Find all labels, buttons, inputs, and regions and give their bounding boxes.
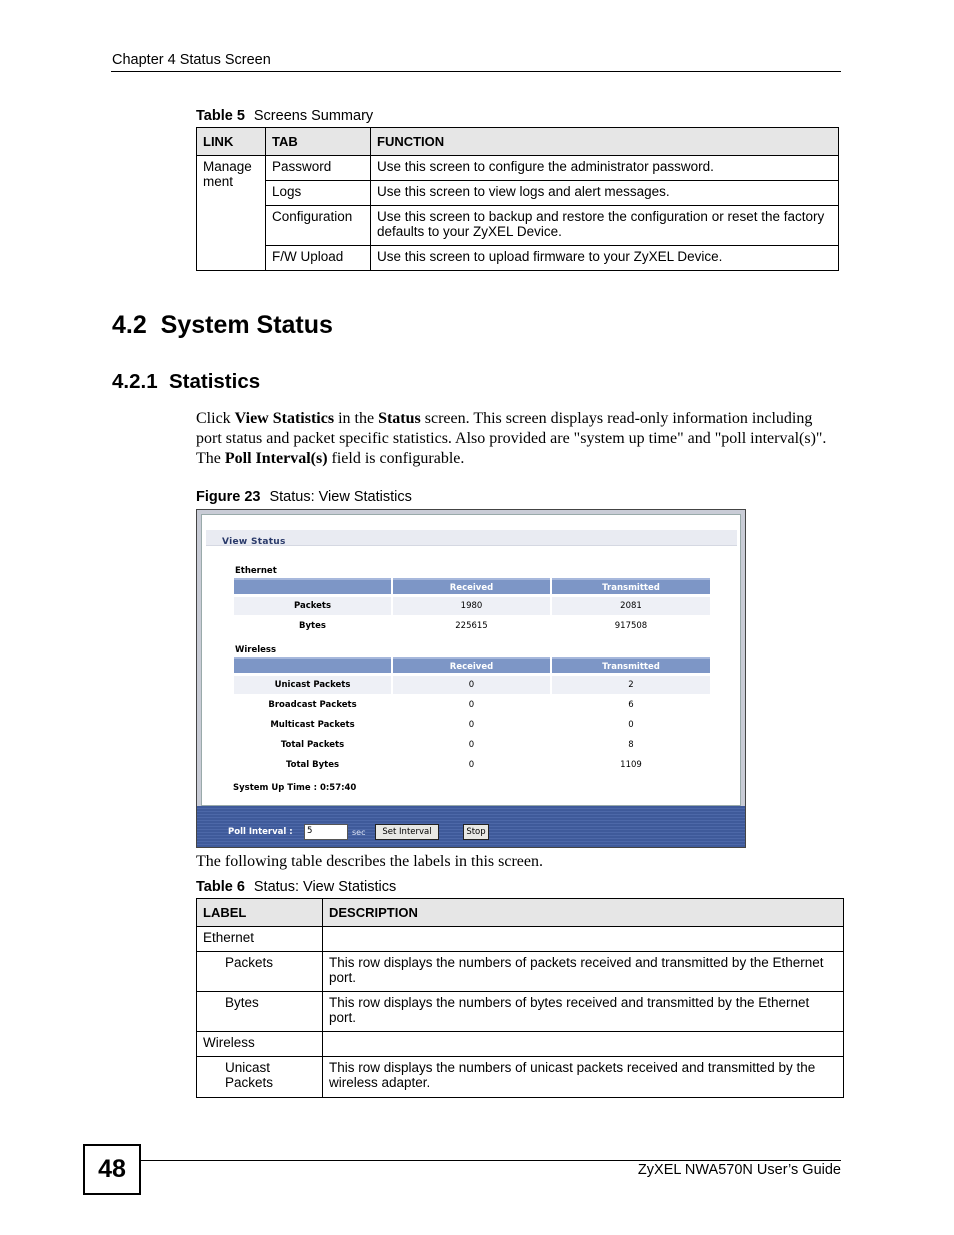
poll-interval-label: Poll Interval : [228,827,293,837]
stop-button[interactable]: Stop [463,824,489,840]
table6-row-description: This row displays the numbers of packets received and transmitted by the Ethernet port. [323,952,844,992]
figure23-caption-title: Status: View Statistics [269,489,412,505]
table6-col-label: LABEL [197,899,323,927]
footer-rule [141,1160,841,1161]
wireless-col-transmitted: Transmitted [552,657,710,673]
ethernet-row-transmitted: 2081 [552,597,710,615]
poll-interval-input[interactable]: 5 [304,824,348,840]
system-uptime: System Up Time : 0:57:40 [233,783,357,793]
table6-row-label [197,1057,323,1098]
wireless-row-transmitted: 8 [628,740,634,750]
wireless-row-label: Broadcast Packets [268,700,357,710]
wireless-row-received: 0 [393,676,550,694]
table5-col-tab: TAB [266,128,371,156]
table5-row-function: Use this screen to upload firmware to your ZyXEL Device. [371,246,839,271]
table6-row-label-text: Unicast Packets [225,1060,274,1090]
para-text: Click [196,410,235,427]
wireless-row-label: Total Bytes [285,760,340,770]
wireless-row-transmitted: 6 [628,700,634,710]
wireless-header-blank [234,657,391,673]
table5-row-tab: F/W Upload [266,246,371,271]
wireless-row-received: 0 [468,700,475,710]
figure23-caption-label: Figure 23 [196,489,261,505]
view-status-figure [196,509,746,848]
table5-row-tab: Configuration [266,206,371,246]
wireless-row-transmitted: 0 [628,720,634,730]
ethernet-row-received: 225615 [455,621,488,631]
wireless-row-label: Total Packets [280,740,345,750]
ethernet-row-label: Packets [234,597,391,615]
table6-row-label: Ethernet [197,927,323,952]
view-status-title: View Status [222,537,286,547]
table5-col-link: LINK [197,128,266,156]
table5-caption-title: Screens Summary [253,108,374,124]
table6-row-label: Wireless [197,1032,323,1057]
table6-row-label: Bytes [197,992,323,1032]
table5-row-function: Use this screen to backup and restore the configuration or reset the factory defaults to your ZyXEL Device. [371,206,839,246]
set-interval-button[interactable]: Set Interval [375,824,439,840]
table6-row-description [323,927,844,952]
table5-col-function: FUNCTION [371,128,839,156]
wireless-row-received: 0 [468,760,475,770]
table6-caption-title: Status: View Statistics [253,879,397,895]
view-statistics-label-table [196,898,844,1098]
table5-row-function: Use this screen to view logs and alert messages. [371,181,839,206]
ethernet-row-transmitted: 917508 [614,621,648,631]
wireless-row-transmitted: 2 [552,676,710,694]
wireless-row-received: 0 [468,720,475,730]
subsection-heading: 4.2.1 Statistics [112,370,261,393]
table6-row-label: Packets [197,952,323,992]
ethernet-col-transmitted: Transmitted [552,578,710,594]
para-bold-poll-interval: Poll Interval(s) [224,450,328,467]
page-number: 48 [83,1144,141,1195]
table6-row-description: This row displays the numbers of unicast packets received and transmitted by the wireless adapter. [323,1057,844,1098]
table5-link-management [197,156,266,271]
table5-caption [196,108,373,124]
header-rule [111,71,841,72]
table6-row-description: This row displays the numbers of bytes received and transmitted by the Ethernet port. [323,992,844,1032]
figure23-caption [196,489,412,505]
table6-caption-label: Table 6 [196,879,245,895]
ethernet-heading: Ethernet [235,566,277,576]
section-heading: 4.2 System Status [112,311,333,339]
wireless-row-label: Unicast Packets [234,676,391,694]
intro-paragraph [196,409,836,469]
table5-link-text: Manage ment [203,159,252,189]
para-bold-view-statistics: View Statistics [234,410,335,427]
table6-intro: The following table describes the labels in this screen. [196,853,544,870]
view-status-panel [201,514,741,806]
wireless-row-label: Multicast Packets [270,720,355,730]
ethernet-row-label: Bytes [299,621,326,631]
running-header: Chapter 4 Status Screen [112,52,271,68]
para-text: in the [334,410,379,427]
ethernet-col-received: Received [393,578,550,594]
table6-col-description: DESCRIPTION [323,899,844,927]
para-text: screen. This screen displays read-only information including port status and packet specific statistics. Also provided are "system up time" and "poll interval(s)". The [196,410,827,467]
wireless-row-received: 0 [468,740,475,750]
poll-interval-unit: sec [352,828,366,837]
screens-summary-table [196,127,839,271]
wireless-heading: Wireless [235,645,277,655]
ethernet-row-received: 1980 [393,597,550,615]
wireless-row-transmitted: 1109 [620,760,642,770]
table6-caption [196,879,396,895]
wireless-col-received: Received [393,657,550,673]
ethernet-header-blank [234,578,391,594]
table5-caption-label: Table 5 [196,108,245,124]
para-text: field is configurable. [327,450,465,467]
table5-row-function: Use this screen to configure the administrator password. [371,156,839,181]
table5-row-tab: Password [266,156,371,181]
table6-row-description [323,1032,844,1057]
footer-guide-title: ZyXEL NWA570N User’s Guide [637,1162,841,1178]
para-bold-status: Status [378,410,421,427]
table5-row-tab: Logs [266,181,371,206]
